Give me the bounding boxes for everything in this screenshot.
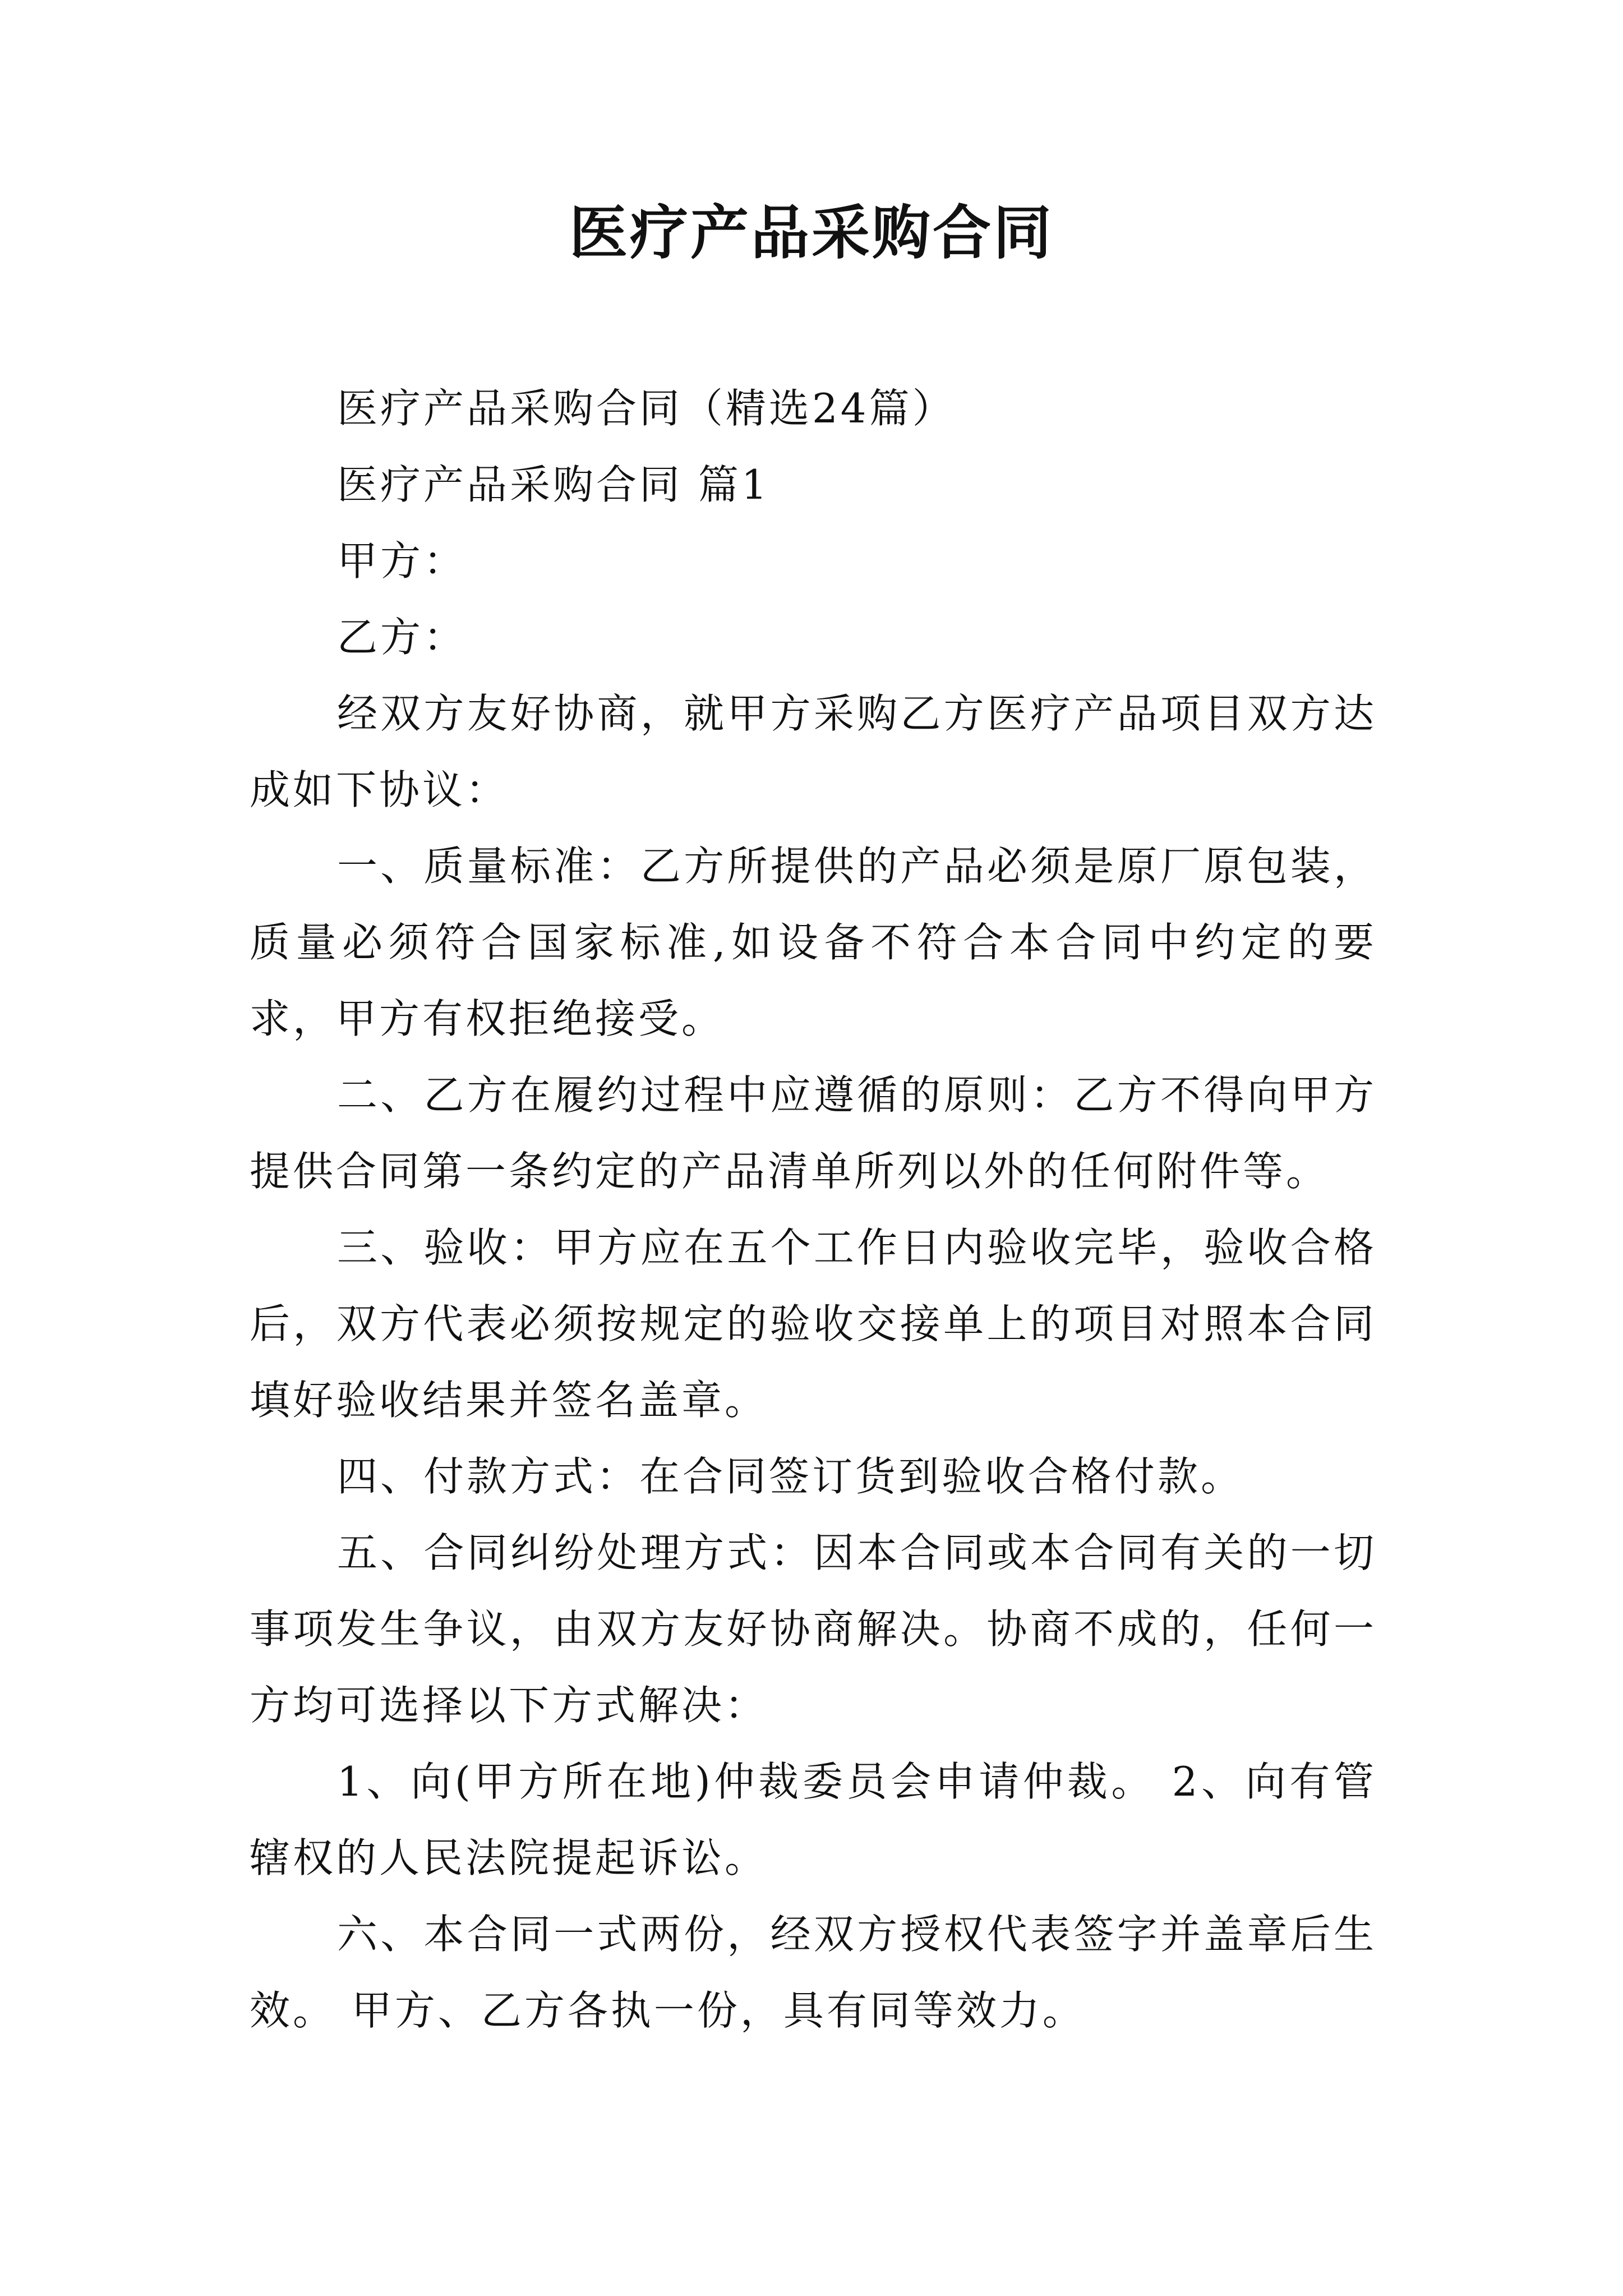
clause-dispute-resolution: 五、合同纠纷处理方式：因本合同或本合同有关的一切事项发生争议，由双方友好协商解决。协商不成的，任何一方均可选择以下方式解决：	[250, 1529, 1377, 1729]
clause-performance-principle: 二、乙方在履约过程中应遵循的原则：乙方不得向甲方提供合同第一条约定的产品清单所列以外的任何附件等。	[250, 1071, 1377, 1195]
document-title: 医疗产品采购合同	[569, 198, 1054, 267]
intro-paragraph: 经双方友好协商，就甲方采购乙方医疗产品项目双方达成如下协议：	[250, 690, 1377, 813]
clause-payment: 四、付款方式：在合同签订货到验收合格付款。	[337, 1453, 1244, 1500]
party-a-line: 甲方：	[337, 537, 467, 585]
section-heading-paragraph: 医疗产品采购合同 篇1	[337, 461, 770, 508]
party-b-line: 乙方：	[337, 614, 467, 661]
clause-acceptance: 三、验收：甲方应在五个工作日内验收完毕，验收合格后，双方代表必须按规定的验收交接单上的项目对照本合同填好验收结果并签名盖章。	[250, 1224, 1377, 1424]
document-body	[250, 370, 1377, 2049]
clause-quality-standard: 一、质量标准：乙方所提供的产品必须是原厂原包装，质量必须符合国家标准,如设备不符合本合同中约定的要求，甲方有权拒绝接受。	[250, 843, 1377, 1042]
subtitle-paragraph: 医疗产品采购合同（精选24篇）	[337, 385, 956, 432]
dispute-options-paragraph: 1、向(甲方所在地)仲裁委员会申请仲裁。 2、向有管辖权的人民法院提起诉讼。	[250, 1758, 1377, 1881]
clause-effectiveness: 六、本合同一式两份，经双方授权代表签字并盖章后生效。 甲方、乙方各执一份，具有同等效力。	[250, 1911, 1377, 2034]
